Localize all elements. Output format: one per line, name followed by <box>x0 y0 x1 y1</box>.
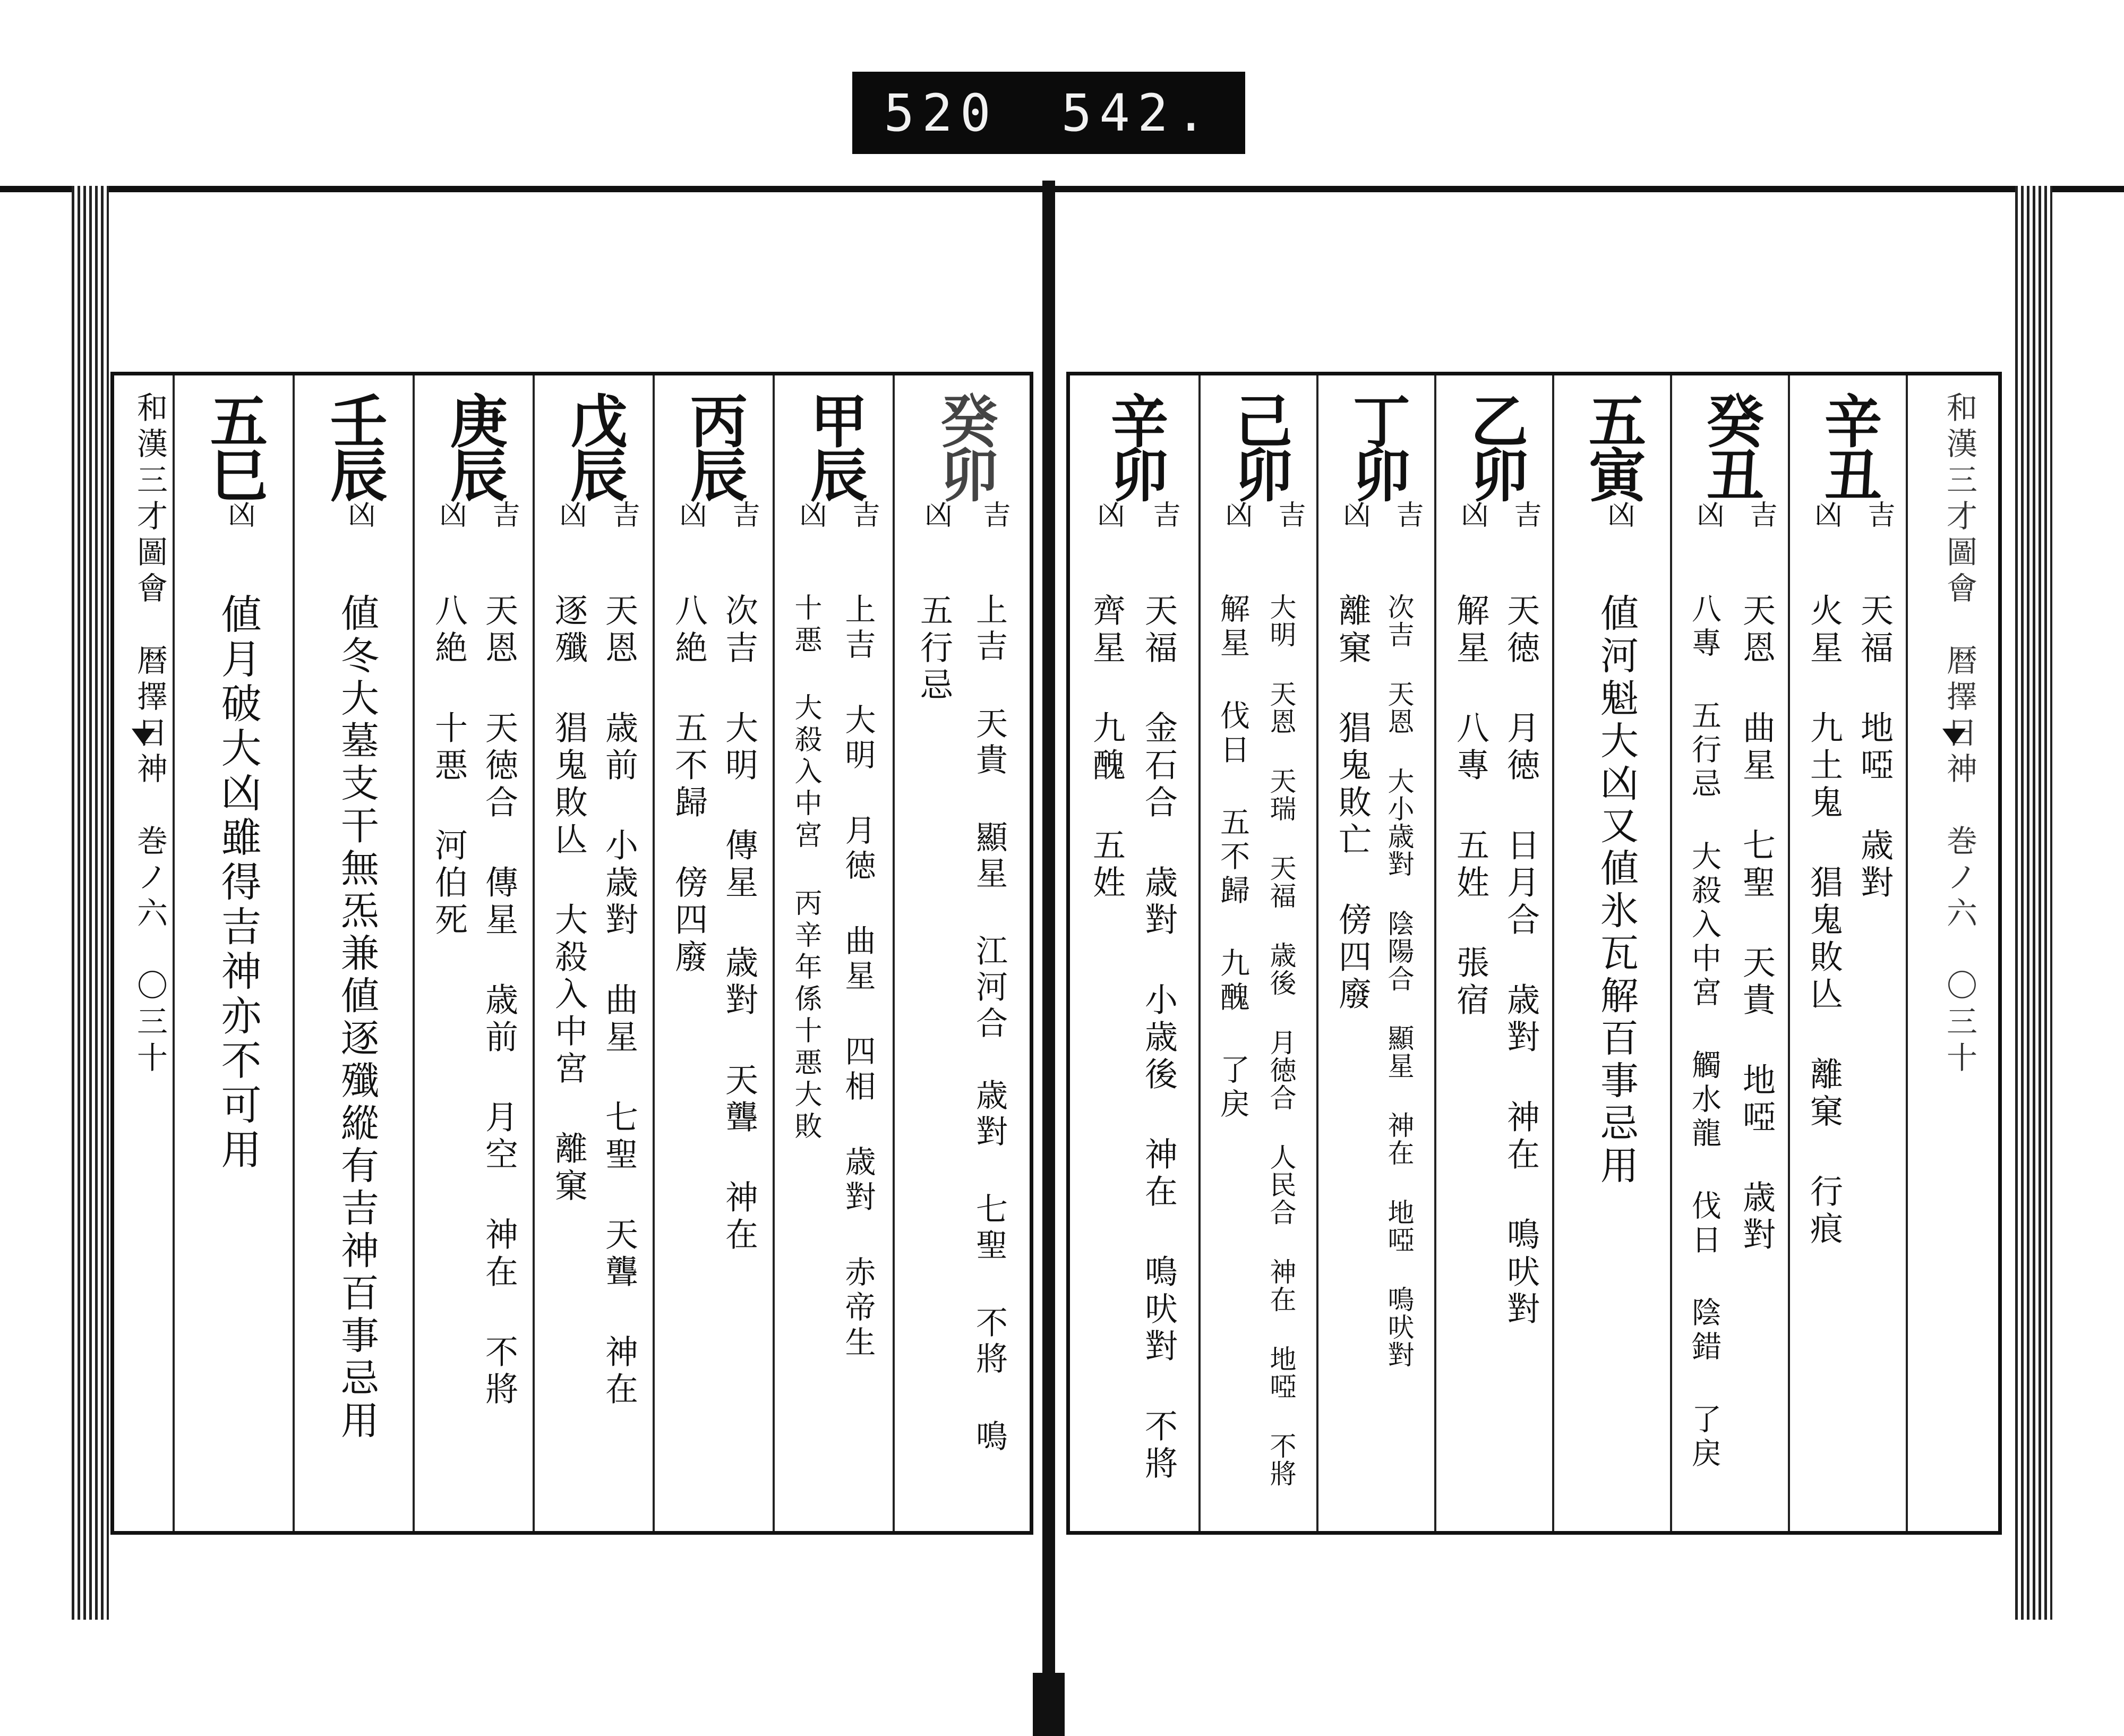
right-margin-column <box>1906 375 1998 1531</box>
column-tag-good: 吉 <box>1509 500 1541 528</box>
spine-foot <box>1033 1673 1065 1736</box>
column-tag-good: 吉 <box>1745 500 1777 528</box>
plate-number-left: 520 <box>884 83 998 143</box>
almanac-column <box>1316 375 1434 1531</box>
column-line: 天恩 天徳合 傳星 歳前 月空 神在 不將 <box>479 593 519 1409</box>
almanac-column <box>1788 375 1906 1531</box>
column-tag-bad: 凶 <box>1456 500 1488 528</box>
left-page-edge <box>72 186 109 1620</box>
almanac-column <box>1670 375 1788 1531</box>
column-stem: 癸卯 <box>930 391 998 500</box>
column-stem: 壬辰 <box>320 391 388 500</box>
column-tag-good: 吉 <box>1273 500 1305 528</box>
left-margin-title: 和漢三才圖會 暦擇日神 巻ノ六 〇三十 <box>132 391 168 1077</box>
archive-number-plate <box>852 72 1245 154</box>
column-tag-bad: 凶 <box>674 500 706 528</box>
column-tag-bad: 凶 <box>920 500 952 528</box>
almanac-column <box>893 375 1033 1531</box>
column-line: 天福 地啞 歳對 <box>1855 593 1894 902</box>
column-line: 火星 九土鬼 猖鬼敗亾 離窠 行痕 <box>1804 593 1844 1248</box>
column-stem: 辛丑 <box>1814 391 1882 500</box>
plate-number-right: 542. <box>1061 83 1214 143</box>
column-stem: 五巳 <box>200 391 268 500</box>
almanac-column <box>173 375 293 1531</box>
column-stem: 戊辰 <box>560 391 628 500</box>
column-tag-bad: 凶 <box>554 500 586 528</box>
almanac-column <box>1434 375 1552 1531</box>
column-line: 次吉 大明 傳星 歳對 天聾 神在 <box>720 593 759 1254</box>
column-line: 大明 天恩 天瑞 天福 歳後 月徳合 人民合 神在 地啞 不將 <box>1265 593 1297 1487</box>
column-line: 離窠 猖鬼敗亡 傍四廢 <box>1333 593 1372 1014</box>
column-line: 天福 金石合 歳對 小歳後 神在 鳴吠對 不將 <box>1139 593 1178 1483</box>
margin-fishtail-mark <box>132 729 155 745</box>
column-tag-bad: 凶 <box>1603 500 1634 528</box>
margin-fishtail-mark <box>1942 729 1966 745</box>
column-line: 八專 五行忌 大殺入中宮 觸水龍 伐日 陰錯 了戻 <box>1687 593 1722 1472</box>
column-tag-good: 吉 <box>1863 500 1895 528</box>
column-tag-good: 吉 <box>978 500 1010 528</box>
column-stem: 五寅 <box>1579 391 1646 500</box>
column-tag-bad: 凶 <box>1692 500 1724 528</box>
column-line: 天恩 曲星 七聖 天貴 地啞 歳對 <box>1737 593 1776 1254</box>
column-line: 齊星 九醜 五姓 <box>1087 593 1126 902</box>
column-line: 八絶 五不歸 傍四廢 <box>669 593 708 977</box>
almanac-column <box>773 375 893 1531</box>
column-tag-bad: 凶 <box>434 500 466 528</box>
column-line: 天徳 月徳 日月合 歳對 神在 鳴吠對 <box>1501 593 1540 1329</box>
book-top-edge <box>0 186 2124 192</box>
column-stem: 己卯 <box>1225 391 1292 500</box>
column-tag-bad: 凶 <box>1092 500 1124 528</box>
book-spine <box>1042 181 1055 1736</box>
column-tag-good: 吉 <box>607 500 639 528</box>
column-tag-bad: 凶 <box>794 500 826 528</box>
column-line: 天恩 歳前 小歳對 曲星 七聖 天聾 神在 <box>599 593 639 1409</box>
column-tag-good: 吉 <box>487 500 519 528</box>
almanac-column <box>1552 375 1670 1531</box>
column-tag-good: 吉 <box>1391 500 1423 528</box>
column-line: 解星 八專 五姓 張宿 <box>1451 593 1490 1020</box>
almanac-column <box>413 375 533 1531</box>
left-margin-column <box>114 375 173 1531</box>
column-tag-bad: 凶 <box>223 500 255 528</box>
almanac-column <box>293 375 413 1531</box>
column-stem: 辛卯 <box>1101 391 1168 500</box>
left-page <box>110 372 1033 1535</box>
column-tag-bad: 凶 <box>1338 500 1370 528</box>
right-page-edge <box>2015 186 2052 1620</box>
column-tag-bad: 凶 <box>343 500 375 528</box>
column-stem: 癸丑 <box>1697 391 1764 500</box>
column-stem: 丙辰 <box>680 391 748 500</box>
column-tag-good: 吉 <box>727 500 759 528</box>
column-line: 値冬大墓支干無炁兼値逐殲縱有吉神百事忌用 <box>335 593 379 1443</box>
almanac-column <box>653 375 773 1531</box>
right-margin-title: 和漢三才圖會 暦擇日神 巻ノ六 〇三十 <box>1941 391 1977 1077</box>
column-line: 値月破大凶雖得吉神亦不可用 <box>215 593 262 1173</box>
column-line: 次吉 天恩 大小歳對 陰陽合 顯星 神在 地啞 鳴吠對 <box>1383 593 1415 1369</box>
column-line: 逐殲 猖鬼敗亾 大殺入中宮 離窠 <box>549 593 588 1205</box>
column-tag-good: 吉 <box>1148 500 1180 528</box>
column-line: 値河魁大凶又値氷瓦解百事忌用 <box>1594 593 1639 1188</box>
column-line: 八絶 十悪 河伯死 <box>429 593 468 939</box>
almanac-column <box>1070 375 1198 1531</box>
column-line: 上吉 天貴 顯星 江河合 歳對 七聖 不將 鳴 <box>971 593 1008 1456</box>
right-page <box>1066 372 2002 1535</box>
almanac-column <box>1198 375 1316 1531</box>
column-line: 解星 伐日 五不歸 九醜 了戻 <box>1215 593 1250 1122</box>
column-tag-bad: 凶 <box>1220 500 1252 528</box>
column-stem: 庚辰 <box>440 391 508 500</box>
column-tag-good: 吉 <box>847 500 879 528</box>
column-tag-bad: 凶 <box>1810 500 1842 528</box>
column-line: 五行忌 <box>914 593 954 705</box>
column-stem: 乙卯 <box>1461 391 1528 500</box>
almanac-column <box>533 375 653 1531</box>
column-stem: 甲辰 <box>800 391 868 500</box>
column-line: 十悪 大殺入中宮 丙辛年係十悪大敗 <box>790 593 821 1143</box>
column-stem: 丁卯 <box>1343 391 1410 500</box>
column-line: 上吉 大明 月徳 曲星 四相 歳對 赤帝生 <box>840 593 876 1361</box>
